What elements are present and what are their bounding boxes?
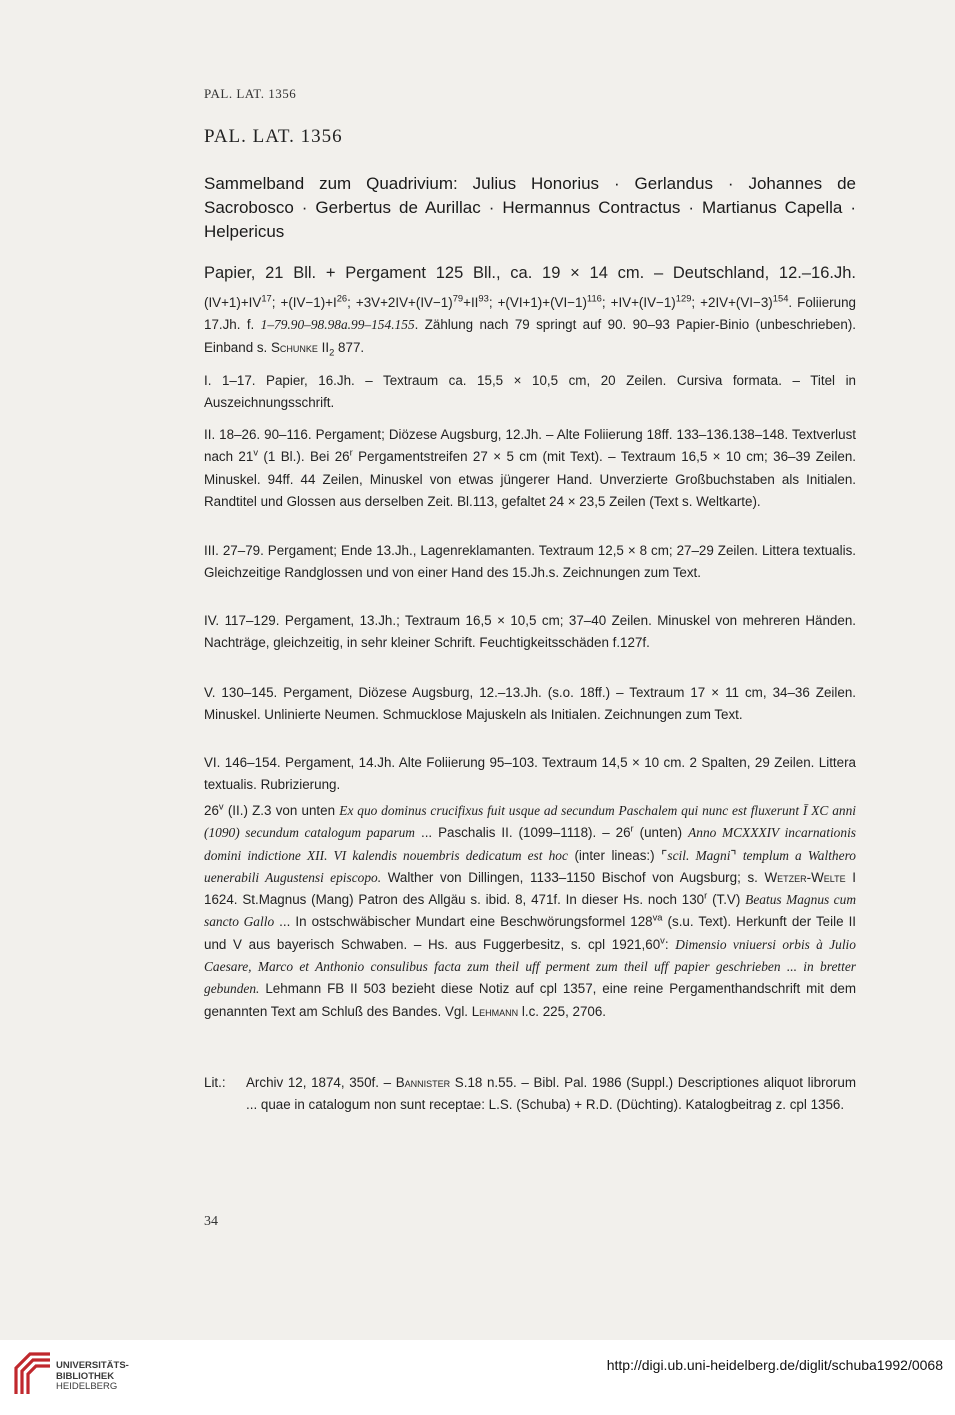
- footer-bar: [0, 1340, 955, 1415]
- part-4-description: IV. 117–129. Pergament, 13.Jh.; Textraum 16,5 × 10,5 cm; 37–40 Zeilen. Minuskel von mehreren Händen. Nachträge, gleichzeitig, in sehr kleiner Schrift. Feuchtigkeitsschäden f.127f.: [204, 613, 856, 651]
- page-number: 34: [204, 1214, 218, 1229]
- library-logo-icon: [10, 1348, 52, 1396]
- literature-text: Archiv 12, 1874, 350f. – Bannister S.18 n.55. – Bibl. Pal. 1986 (Suppl.) Descriptiones aliquot librorum ... quae in catalogum non sunt receptae: L.S. (Schuba) + R.D. (Düchting). Katalogbeitrag z. cpl 1356.: [246, 1075, 856, 1113]
- part-6-description: VI. 146–154. Pergament, 14.Jh. Alte Foliierung 95–103. Textraum 14,5 × 10 cm. 2 Spalten, 29 Zeilen. Littera textualis. Rubrizierung.: [204, 755, 856, 793]
- notes-paragraph: 26$^v$ (II.) Z.3 von unten Ex quo dominus crucifixus fuit usque ad secundum Paschalem qui nunc est fluxerunt Ī XC anni (1090) secundum catalogum paparum ... Paschalis II. (1099–1118). – 26$^r$ (unten) Anno MCXXXIV incarnationis domini indictione XII. VI kalendis nouembris dedicatum est hoc (inter lineas:) ⌜scil. Magni⌝ templum a Walthero uenerabili Augustensi episcopo. Walther von Dillingen, 1133–1150 Bischof von Augsburg; s. Wetzer-Welte I 1624. St.Magnus (Mang) Patron des Allgäu s. ibid. 8, 471f. In dieser Hs. noch 130$^r$ (T.V) Beatus Magnus cum sancto Gallo ... In ostschwäbischer Mundart eine Beschwörungsformel $128^{va}$ (s.u. Text). Herkunft der Teile II und V aus bayerisch Schwaben. – Hs. aus Fuggerbesitz, s. cpl 1921,60$^v$: Dimensio vniuersi orbis à Julio Caesare, Marco et Anthonio consulibus facta zum theil uff perment zum theil uff papier geschrieben ... in bretter gebunden. Lehmann FB II 503 bezieht diese Notiz auf cpl 1357, eine reine Pergamenthandschrift mit dem genannten Text am Schluß des Bandes. Vgl. Lehmann l.c. 225, 2706.: [204, 801, 857, 1019]
- literature-label: Lit.:: [204, 1075, 226, 1090]
- section-title: PAL. LAT. 1356: [204, 126, 343, 147]
- literature-section: [204, 1072, 856, 1117]
- part-2-description: II. 18–26. 90–116. Pergament; Diözese Augsburg, 12.Jh. – Alte Foliierung 18ff. 133–136.138–148. Textverlust nach 21$^v$ (1 Bl.). Bei 26$^r$ Pergamentstreifen 27 × 5 cm (mit Text). – Textraum 16,5 × 10 cm; 36–39 Zeilen. Minuskel. 94ff. 44 Zeilen, Minuskel von etwas jüngerer Hand. Unverzierte Großbuchstaben als Initialen. Randtitel und Glossen aus derselben Zeit. Bl.113, gefaltet 24 × 23,5 Zeilen (Text s. Weltkarte).: [204, 427, 856, 509]
- source-url-link[interactable]: http://digi.ub.uni-heidelberg.de/diglit/schuba1992/0068: [606, 1357, 943, 1373]
- work-title: Sammelband zum Quadrivium: Julius Honorius · Gerlandus · Johannes de Sacrobosco · Gerbertus de Aurillac · Hermannus Contractus · Martianus Capella · Helpericus: [204, 174, 856, 241]
- collation-paragraph: $(IV+1)+IV^{17}$; $+(IV-1)+I^{26}$; $+3V+2IV+(IV-1)^{79}+II^{93}$; $+(VI+1)+(VI-1)^{116}$; $+IV+(IV-1)^{129}$; $+2IV+(VI-3)^{154}$. Foliierung 17.Jh. f. 1–79.90–98.98a.99–154.155. Zählung nach 79 springt auf 90. 90–93 Papier-Binio (unbeschrieben). Einband s. Schunke $II_2$ 877.: [204, 293, 856, 358]
- part-3-description: III. 27–79. Pergament; Ende 13.Jh., Lagenreklamanten. Textraum 12,5 × 8 cm; 27–29 Zeilen. Littera textualis. Gleichzeitige Randglossen und von einer Hand des 15.Jh.s. Zeichnungen zum Text.: [204, 543, 856, 581]
- physical-summary: Papier, 21 Bll. + Pergament 125 Bll., ca. 19 × 14 cm. – Deutschland, 12.–16.Jh.: [204, 264, 856, 282]
- part-5-description: V. 130–145. Pergament, Diözese Augsburg, 12.–13.Jh. (s.o. 18ff.) – Textraum 17 × 11 cm, 34–36 Zeilen. Minuskel. Unlinierte Neumen. Schmucklose Majuskeln als Initialen. Zeichnungen zum Text.: [204, 685, 856, 723]
- library-name: UNIVERSITÄTS- BIBLIOTHEK HEIDELBERG: [56, 1360, 129, 1392]
- running-head: PAL. LAT. 1356: [204, 86, 297, 101]
- part-1-description: I. 1–17. Papier, 16.Jh. – Textraum ca. 15,5 × 10,5 cm, 20 Zeilen. Cursiva formata. – Titel in Auszeichnungsschrift.: [204, 373, 856, 411]
